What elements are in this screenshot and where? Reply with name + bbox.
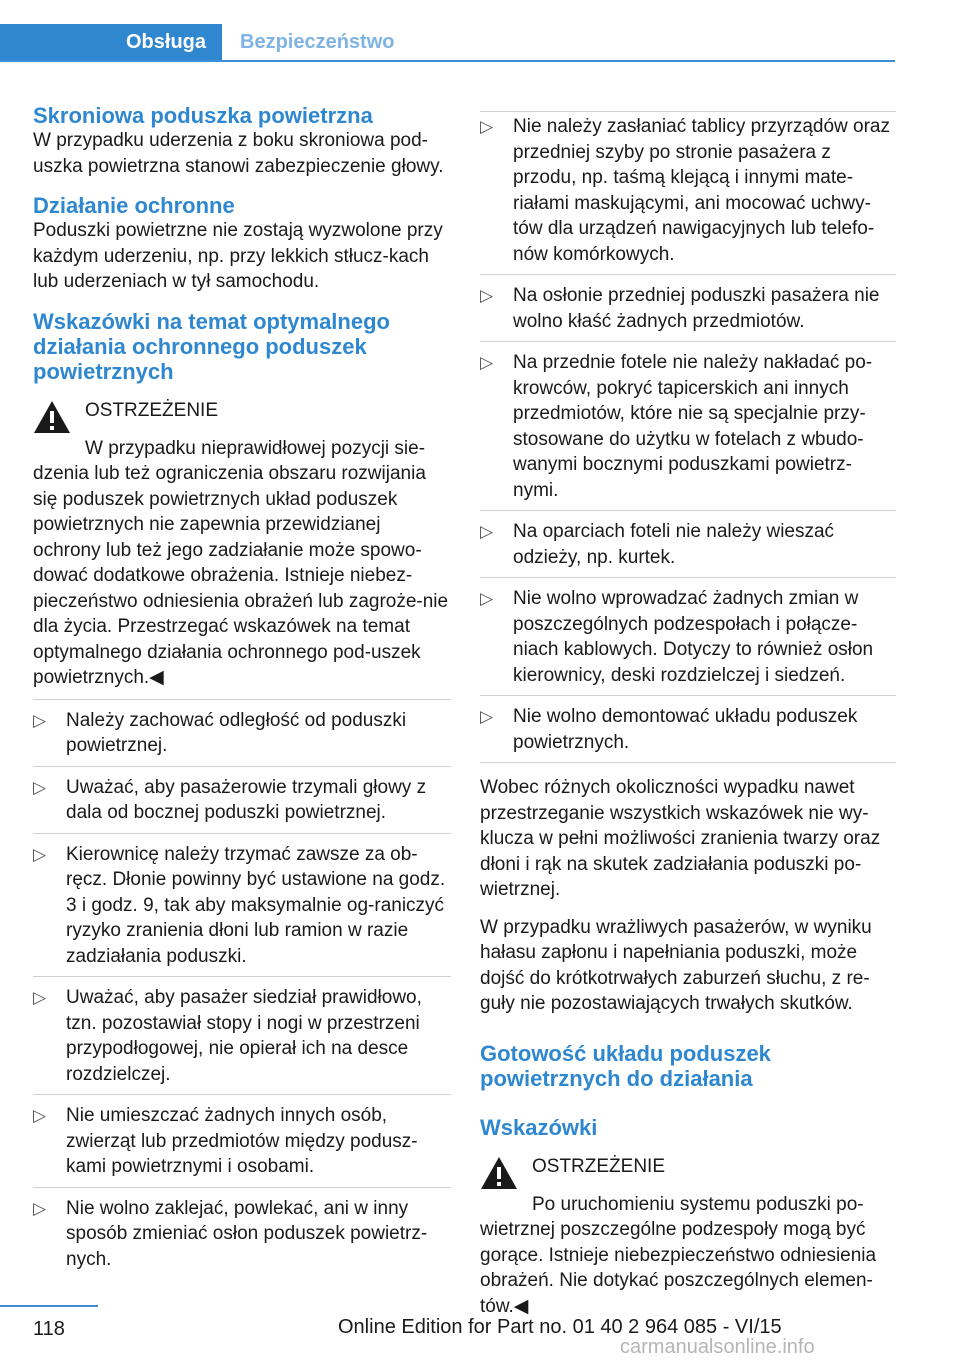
safety-list-left bbox=[33, 699, 451, 1280]
list-item: ▷ Należy zachować odległość od poduszki powietrznej. bbox=[33, 699, 451, 767]
section-title-side-airbag: Skroniowa poduszka powietrzna bbox=[33, 103, 373, 128]
tab-obsluga[interactable]: Obsługa bbox=[0, 24, 222, 60]
list-item: ▷ Na oparciach foteli nie należy wieszać odzieży, np. kurtek. bbox=[480, 511, 896, 578]
list-item: ▷ Nie wolno demontować układu poduszek powietrznych. bbox=[480, 696, 896, 763]
warning-triangle-icon bbox=[33, 400, 71, 434]
list-item: ▷ Nie umieszczać żadnych innych osób, zwierząt lub przedmiotów między podusz-kami powietrznymi i osobami. bbox=[33, 1095, 451, 1188]
warning-triangle-icon bbox=[480, 1156, 518, 1190]
left-column bbox=[33, 103, 451, 1279]
warning-block bbox=[480, 1154, 896, 1320]
list-item: ▷ Na przednie fotele nie należy nakładać po-krowców, pokryć tapicerskich ani innych przedmiotów, które nie są specjalnie przy-stosowane do użytku w fotelach z wbudo-wanymi bocznymi poduszkami powietrz-nymi. bbox=[480, 342, 896, 511]
bullet-triangle-icon: ▷ bbox=[480, 286, 494, 305]
protective-action-text: Poduszki powietrzne nie zostają wyzwolone przy każdym uderzeniu, np. przy lekkich stłucz-kach lub uderzeniach w tył samochodu. bbox=[33, 220, 443, 292]
note-paragraph-1: Wobec różnych okoliczności wypadku nawet przestrzeganie wszystkich wskazówek nie wy-klucza w pełni możliwości zranienia twarzy oraz dłoni i rąk na skutek zadziałania poduszki po-wietrznej. bbox=[480, 777, 881, 900]
bullet-triangle-icon: ▷ bbox=[480, 353, 494, 372]
bullet-triangle-icon: ▷ bbox=[33, 844, 47, 864]
tab-bezpieczenstwo[interactable]: Bezpieczeństwo bbox=[240, 31, 395, 53]
bullet-triangle-icon: ▷ bbox=[33, 1106, 47, 1125]
warning-label: OSTRZEŻENIE bbox=[532, 1155, 666, 1177]
section-title-notes: Wskazówki bbox=[480, 1114, 598, 1140]
list-item: ▷ Nie wolno wprowadzać żadnych zmian w poszczególnych podzespołach i połącze-niach kablowych. Dotyczy to również osłon kierownicy, deski rozdzielczej i siedzeń. bbox=[480, 578, 896, 696]
bullet-triangle-icon: ▷ bbox=[33, 777, 47, 797]
warning-block bbox=[33, 398, 451, 691]
section-title-protective-action: Działanie ochronne bbox=[33, 193, 235, 218]
watermark: carmanualsonline.info bbox=[620, 1336, 815, 1358]
list-item: ▷ Kierownicę należy trzymać zawsze za ob-ręcz. Dłonie powinny być ustawione na godz. 3 i godz. 9, tak aby maksymalnie og-raniczyć ryzyko zranienia dłoni lub ramion w razie zadziałania poduszki. bbox=[33, 834, 451, 978]
side-airbag-text: W przypadku uderzenia z boku skroniowa pod-uszka powietrzna stanowi zabezpieczenie głowy. bbox=[33, 130, 444, 177]
list-item: ▷ Uważać, aby pasażerowie trzymali głowy z dala od bocznej poduszki powietrznej. bbox=[33, 767, 451, 834]
bullet-triangle-icon: ▷ bbox=[480, 522, 494, 541]
warning-text: W przypadku nieprawidłowej pozycji sie-dzenia lub też ograniczenia obszaru rozwijania się poduszek powietrznych układ poduszek powietrznych nie zapewnia przewidzianej ochrony lub też jego zadziałanie może spowo-dować dodatkowe obrażenia. Istnieje niebez-pieczeństwo odniesienia obrażeń lub zagroże-nie dla życia. Przestrzegać wskazówek na temat optymalnego działania ochronnego pod-uszek powietrznych.◀ bbox=[33, 437, 449, 688]
bullet-triangle-icon: ▷ bbox=[33, 710, 47, 730]
edition-note: Online Edition for Part no. 01 40 2 964 085 - VI/15 bbox=[338, 1316, 782, 1338]
warning-label: OSTRZEŻENIE bbox=[85, 399, 219, 421]
warning-text: Po uruchomieniu systemu poduszki po-wietrznej poszczególne podzespoły mogą być gorące. Istnieje niebezpieczeństwo odniesienia obrażeń. Nie dotykać poszczególnych elemen-tów.◀ bbox=[480, 1193, 877, 1317]
page-number: 118 bbox=[33, 1318, 65, 1340]
header-bar bbox=[0, 24, 895, 62]
section-title-readiness: Gotowość układu poduszek powietrznych do działania bbox=[480, 1040, 771, 1091]
footer-divider bbox=[0, 1305, 98, 1307]
note-paragraph-2: W przypadku wrażliwych pasażerów, w wyniku hałasu zapłonu i napełniania poduszki, może dojść do krótkotrwałych zaburzeń słuchu, z re-guły nie pozostawiających trwałych skutków. bbox=[480, 916, 872, 1014]
bullet-triangle-icon: ▷ bbox=[480, 707, 494, 726]
right-column bbox=[480, 103, 896, 1319]
section-title-optimal-protection: Wskazówki na temat optymalnego działania ochronnego poduszek powietrznych bbox=[33, 308, 390, 384]
bullet-triangle-icon: ▷ bbox=[33, 1198, 47, 1218]
list-item: ▷ Uważać, aby pasażer siedział prawidłowo, tzn. pozostawiał stopy i nogi w przestrzeni przypodłogowej, nie opierał ich na desce rozdzielczej. bbox=[33, 977, 451, 1095]
bullet-triangle-icon: ▷ bbox=[33, 988, 47, 1007]
list-item: ▷ Nie wolno zaklejać, powlekać, ani w inny sposób zmieniać osłon poduszek powietrz-nych. bbox=[33, 1197, 428, 1270]
bullet-triangle-icon: ▷ bbox=[480, 117, 494, 136]
bullet-triangle-icon: ▷ bbox=[480, 589, 494, 608]
safety-list-right bbox=[480, 111, 896, 763]
list-item: ▷ Nie należy zasłaniać tablicy przyrządów oraz przedniej szyby po stronie pasażera z przodu, np. taśmą klejącą i innymi mate-riałami maskującymi, ani mocować uchwy-tów dla urządzeń nawigacyjnych lub telefo-nów komórkowych. bbox=[480, 111, 896, 275]
list-item: ▷ Na osłonie przedniej poduszki pasażera nie wolno kłaść żadnych przedmiotów. bbox=[480, 275, 896, 342]
